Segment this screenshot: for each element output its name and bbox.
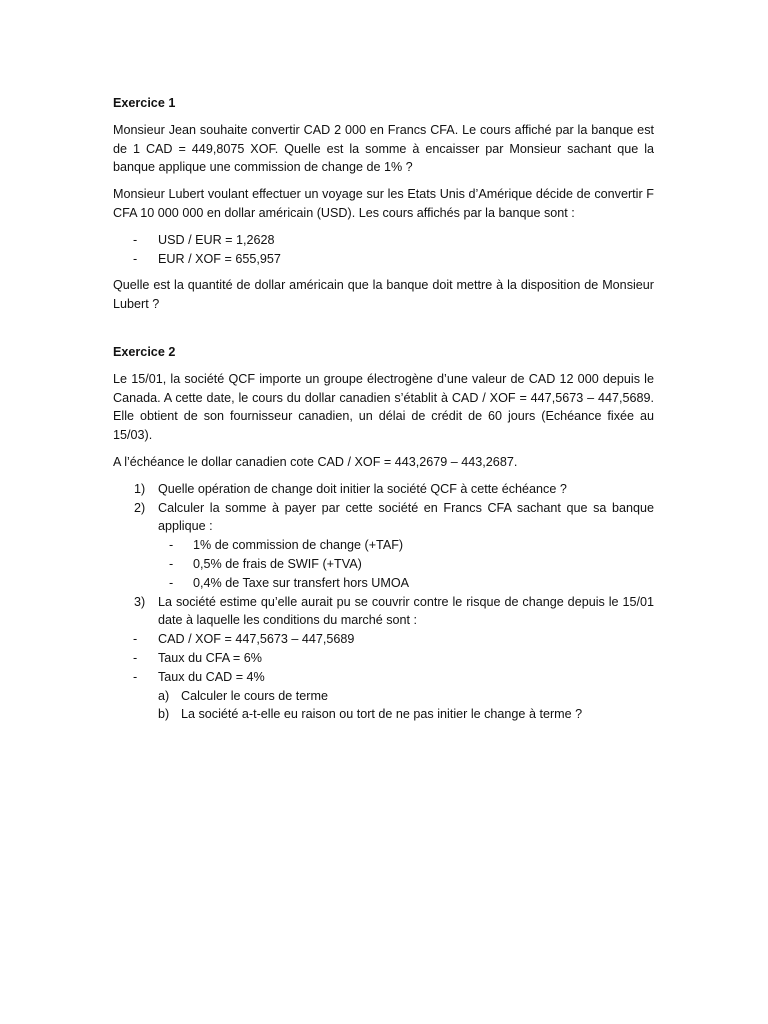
sub-question-letter: b) (158, 707, 170, 722)
question-number: 1) (134, 481, 146, 496)
question-1 (113, 480, 654, 499)
question-3 (113, 593, 654, 631)
exercise-1-paragraph-2: Monsieur Lubert voulant effectuer un voyage sur les Etats Unis d’Amérique décide de convertir F CFA 10 000 000 en dollar américain (USD). Les cours affichés par la banque sont : (113, 187, 654, 220)
question-text: Calculer la somme à payer par cette société en Francs CFA sachant que sa banque applique : (158, 500, 654, 534)
rate-text: EUR / XOF = 655,957 (158, 251, 281, 266)
sub-questions-list (113, 687, 654, 725)
fee-text: 0,5% de frais de SWIF (+TVA) (193, 556, 362, 571)
dash-marker: - (133, 632, 138, 647)
sub-question-a (113, 687, 654, 706)
exercise-2-paragraph-1: Le 15/01, la société QCF importe un groupe électrogène d’une valeur de CAD 12 000 depuis le Canada. A cette date, le cours du dollar canadien s’établit à CAD / XOF = 447,5673 – 447,5689. Elle obtient de son fournisseur canadien, un délai de crédit de 60 jours (Echéance fixée au 15/03). (113, 371, 654, 443)
questions-list-continued (113, 593, 654, 631)
dash-marker: - (133, 232, 138, 247)
list-item (113, 630, 654, 649)
exercise-1-paragraph-3: Quelle est la quantité de dollar américain que la banque doit mettre à la disposition de Monsieur Lubert ? (113, 278, 654, 312)
sub-question-b (113, 705, 654, 724)
list-item (113, 574, 654, 593)
dash-marker: - (133, 251, 138, 266)
list-item (113, 536, 654, 555)
exercise-2-title: Exercice 2 (113, 344, 176, 359)
list-item (113, 231, 654, 250)
fee-text: 1% de commission de change (+TAF) (193, 538, 404, 553)
section-spacer (113, 322, 654, 343)
sub-question-text: La société a-t-elle eu raison ou tort de ne pas initier le change à terme ? (181, 707, 583, 722)
dash-marker: - (133, 669, 138, 684)
sub-question-text: Calculer le cours de terme (181, 688, 328, 703)
dash-marker: - (169, 538, 174, 553)
list-item (113, 649, 654, 668)
exercise-2-paragraph-2: A l’échéance le dollar canadien cote CAD / XOF = 443,2679 – 443,2687. (113, 454, 518, 469)
dash-marker: - (169, 556, 174, 571)
condition-text: Taux du CAD = 4% (158, 669, 265, 684)
rate-text: USD / EUR = 1,2628 (158, 232, 275, 247)
dash-marker: - (169, 575, 174, 590)
exercise-1-paragraph-1: Monsieur Jean souhaite convertir CAD 2 000 en Francs CFA. Le cours affiché par la banque est de 1 CAD = 449,8075 XOF. Quelle est la somme à encaisser par Monsieur sachant que la banque applique une commission de change de 1% ? (113, 122, 654, 175)
dash-marker: - (133, 650, 138, 665)
exercise-1-title: Exercice 1 (113, 96, 176, 110)
question-2 (113, 499, 654, 537)
sub-question-letter: a) (158, 688, 170, 703)
condition-text: Taux du CFA = 6% (158, 650, 262, 665)
question-text: Quelle opération de change doit initier la société QCF à cette échéance ? (158, 481, 567, 496)
market-conditions-list (113, 630, 654, 686)
questions-list (113, 480, 654, 536)
fee-text: 0,4% de Taxe sur transfert hors UMOA (193, 575, 410, 590)
question-number: 3) (134, 594, 146, 609)
question-text: La société estime qu’elle aurait pu se couvrir contre le risque de change depuis le 15/01 date à laquelle les conditions du marché sont : (158, 594, 654, 628)
condition-text: CAD / XOF = 447,5673 – 447,5689 (158, 632, 355, 647)
question-number: 2) (134, 500, 146, 515)
list-item (113, 250, 654, 269)
list-item (113, 555, 654, 574)
exchange-rates-list (113, 231, 654, 269)
list-item (113, 668, 654, 687)
fees-list (113, 536, 654, 592)
